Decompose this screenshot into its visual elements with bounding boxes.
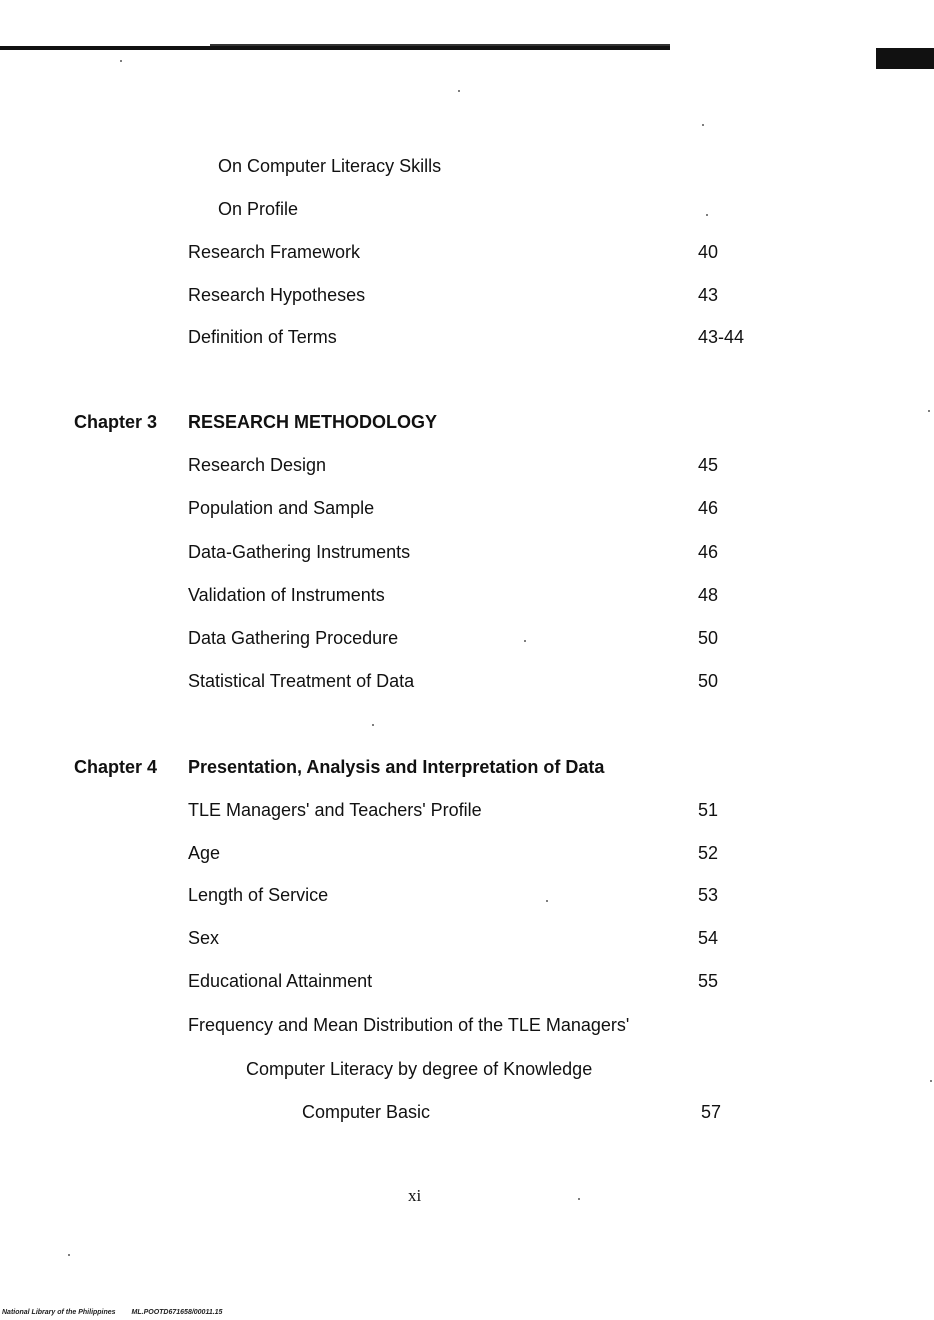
toc-page-number: 43-44 (698, 327, 745, 347)
scan-speck (458, 90, 460, 92)
toc-entry[interactable]: Data-Gathering Instruments (188, 542, 411, 562)
scan-speck (372, 724, 374, 726)
scan-speck (702, 124, 704, 126)
toc-entry[interactable]: Frequency and Mean Distribution of the TLE Managers' (188, 1015, 630, 1035)
scan-speck (928, 410, 930, 412)
toc-page-number: 48 (698, 585, 719, 605)
toc-page-number: 50 (698, 671, 719, 691)
scan-corner-mark (876, 48, 934, 69)
scan-speck (706, 214, 708, 216)
scan-speck (546, 900, 548, 902)
toc-page-number: 53 (698, 885, 719, 905)
chapter-label: Chapter 4 (74, 757, 158, 777)
scan-speck (120, 60, 122, 62)
toc-entry[interactable]: Computer Basic (302, 1102, 431, 1122)
toc-page-number: 46 (698, 498, 719, 518)
scan-speck (68, 1254, 70, 1256)
toc-entry[interactable]: Research Framework (188, 242, 361, 262)
toc-page-number: 40 (698, 242, 719, 262)
toc-entry[interactable]: Population and Sample (188, 498, 375, 518)
scan-speck (930, 1080, 932, 1082)
scan-speck (524, 640, 526, 642)
toc-entry[interactable]: Computer Literacy by degree of Knowledge (246, 1059, 593, 1079)
scan-footer (2, 1309, 236, 1316)
toc-page-number: 52 (698, 843, 719, 863)
toc-page-number: 57 (701, 1102, 722, 1122)
toc-entry[interactable]: On Profile (218, 199, 299, 219)
toc-entry[interactable]: Length of Service (188, 885, 329, 905)
toc-entry[interactable]: Research Hypotheses (188, 285, 366, 305)
toc-page-number: 55 (698, 971, 719, 991)
footer-library: National Library of the Philippines (2, 1309, 116, 1316)
chapter-title[interactable]: RESEARCH METHODOLOGY (188, 412, 438, 432)
scan-speck (578, 1198, 580, 1200)
toc-entry[interactable]: Data Gathering Procedure (188, 628, 399, 648)
toc-entry[interactable]: Validation of Instruments (188, 585, 385, 605)
scan-top-border (0, 46, 670, 50)
toc-entry[interactable]: Statistical Treatment of Data (188, 671, 415, 691)
toc-entry[interactable]: Research Design (188, 455, 327, 475)
footer-code: ML.POOTD671658/00011.15 (131, 1309, 223, 1316)
toc-page-number: 50 (698, 628, 719, 648)
toc-entry[interactable]: Definition of Terms (188, 327, 337, 347)
toc-page-number: 54 (698, 928, 719, 948)
page-folio: xi (408, 1186, 422, 1205)
toc-entry[interactable]: Sex (188, 928, 220, 948)
toc-page-number: 51 (698, 800, 719, 820)
toc-entry[interactable]: TLE Managers' and Teachers' Profile (188, 800, 482, 820)
toc-page-number: 45 (698, 455, 719, 475)
toc-entry[interactable]: Age (188, 843, 221, 863)
toc-page-number: 46 (698, 542, 719, 562)
chapter-label: Chapter 3 (74, 412, 158, 432)
chapter-title[interactable]: Presentation, Analysis and Interpretation of Data (188, 757, 605, 777)
toc-entry[interactable]: On Computer Literacy Skills (218, 156, 442, 176)
toc-page-number: 43 (698, 285, 719, 305)
toc-entry[interactable]: Educational Attainment (188, 971, 373, 991)
